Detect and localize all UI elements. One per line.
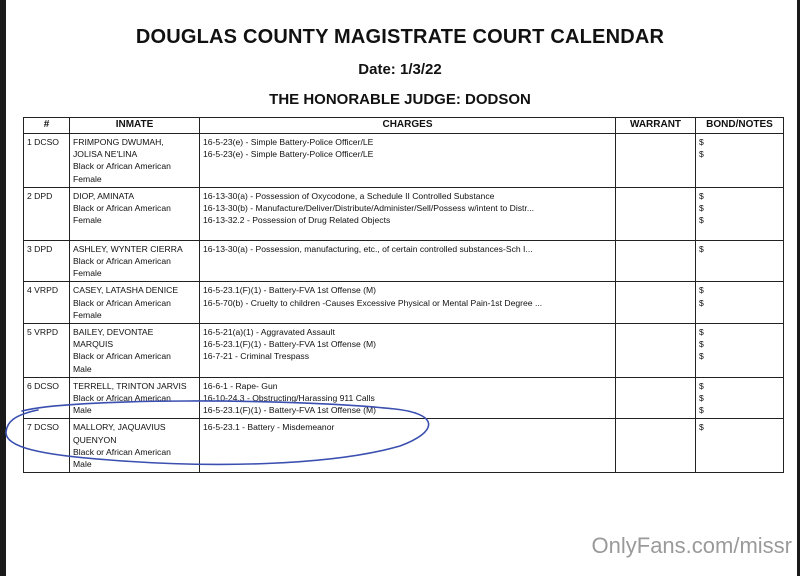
charge-line: 16-5-23.1(F)(1) - Battery-FVA 1st Offense (M) — [203, 285, 377, 296]
charge-line: 16-5-23(e) - Simple Battery-Police Officer/LE — [203, 137, 374, 147]
bond-line: $ — [699, 203, 704, 214]
table-row — [24, 324, 784, 378]
bond-cell — [696, 377, 784, 419]
table-header-row — [24, 118, 784, 134]
column-header-warrant: WARRANT — [616, 118, 696, 134]
charge-line: 16-5-23.1 - Battery - Misdemeanor — [203, 422, 335, 433]
charge-line: 16-5-21(a)(1) - Aggravated Assault — [203, 327, 335, 338]
left-frame-edge — [0, 0, 6, 576]
charges-cell — [200, 282, 616, 324]
bond-line: $ — [699, 339, 704, 350]
charge-line: 16-13-30(a) - Possession, manufacturing, etc., of certain controlled substances-Sch I... — [203, 243, 533, 254]
bond-line: $ — [699, 285, 704, 296]
bond-line: $ — [699, 297, 704, 308]
inmate-line: ASHLEY, WYNTER CIERRA — [73, 243, 183, 254]
inmate-line: Female — [73, 215, 102, 226]
inmate-line: Female — [73, 309, 102, 320]
charge-line: 16-13-30(b) - Manufacture/Deliver/Distribute/Administer/Sell/Possess w/intent to Distr... — [203, 203, 534, 214]
table-row — [24, 134, 784, 188]
bond-line: $ — [699, 327, 704, 338]
bond-cell — [696, 282, 784, 324]
charge-line: 16-7-21 - Criminal Trespass — [203, 351, 310, 362]
warrant-cell — [616, 187, 696, 240]
case-number: 7 DCSO — [24, 419, 70, 473]
bond-line: $ — [699, 393, 704, 404]
inmate-line: TERRELL, TRINTON JARVIS — [73, 380, 187, 391]
case-number: 4 VRPD — [24, 282, 70, 324]
table-row — [24, 377, 784, 419]
inmate-line: FRIMPONG DWUMAH, — [73, 137, 164, 147]
warrant-cell — [616, 134, 696, 188]
table-row — [24, 240, 784, 282]
charge-line: 16-5-23.1(F)(1) - Battery-FVA 1st Offense (M) — [203, 339, 377, 350]
inmate-line: Black or African American — [73, 161, 171, 172]
column-header-number: # — [24, 118, 70, 134]
charge-line: 16-6-1 - Rape- Gun — [203, 380, 278, 391]
case-number: 1 DCSO — [24, 134, 70, 188]
charges-cell — [200, 377, 616, 419]
inmate-line: JOLISA NE'LINA — [73, 149, 138, 160]
bond-cell — [696, 324, 784, 378]
bond-cell — [696, 240, 784, 282]
warrant-cell — [616, 282, 696, 324]
inmate-cell — [70, 377, 200, 419]
inmate-line: Male — [73, 405, 92, 416]
inmate-line: Black or African American — [73, 446, 171, 457]
page-title: DOUGLAS COUNTY MAGISTRATE COURT CALENDAR — [135, 26, 665, 48]
inmate-cell — [70, 282, 200, 324]
inmate-line: Male — [73, 363, 92, 374]
bond-line: $ — [699, 137, 704, 147]
bond-line: $ — [699, 190, 704, 201]
bond-cell — [696, 419, 784, 473]
case-number: 3 DPD — [24, 240, 70, 282]
bond-line: $ — [699, 215, 704, 226]
charge-line: 16-5-23(e) - Simple Battery-Police Officer/LE — [203, 149, 374, 160]
judge-name: THE HONORABLE JUDGE: DODSON — [269, 91, 531, 108]
charge-line: 16-5-70(b) - Cruelty to children -Causes Excessive Physical or Mental Pain-1st Degree ... — [203, 297, 543, 308]
inmate-cell — [70, 419, 200, 473]
inmate-line: Black or African American — [73, 351, 171, 362]
inmate-line: MALLORY, JAQUAVIUS — [73, 422, 166, 433]
table-row — [24, 187, 784, 240]
bond-line: $ — [699, 380, 704, 391]
warrant-cell — [616, 377, 696, 419]
warrant-cell — [616, 419, 696, 473]
calendar-date: Date: 1/3/22 — [358, 61, 442, 78]
bond-line: $ — [699, 149, 704, 160]
warrant-cell — [616, 324, 696, 378]
charges-cell — [200, 240, 616, 282]
case-number: 6 DCSO — [24, 377, 70, 419]
charge-line: 16-13-30(a) - Possession of Oxycodone, a Schedule II Controlled Substance — [203, 190, 495, 201]
table-row — [24, 419, 784, 473]
table-row — [24, 282, 784, 324]
inmate-cell — [70, 240, 200, 282]
inmate-line: Black or African American — [73, 203, 171, 214]
watermark-text: OnlyFans.com/missr — [591, 533, 792, 558]
bond-line: $ — [699, 243, 704, 254]
bond-cell — [696, 187, 784, 240]
inmate-line: DIOP, AMINATA — [73, 190, 135, 201]
inmate-line: CASEY, LATASHA DENICE — [73, 285, 179, 296]
inmate-cell — [70, 187, 200, 240]
charges-cell — [200, 419, 616, 473]
charge-line: 16-5-23.1(F)(1) - Battery-FVA 1st Offense (M) — [203, 405, 377, 416]
case-number: 2 DPD — [24, 187, 70, 240]
inmate-cell — [70, 324, 200, 378]
bond-line: $ — [699, 405, 704, 416]
inmate-line: QUENYON — [73, 434, 117, 445]
bond-line: $ — [699, 422, 704, 433]
inmate-line: Black or African American — [73, 256, 171, 267]
column-header-charges: CHARGES — [200, 118, 616, 134]
inmate-line: Female — [73, 268, 102, 279]
court-calendar-table — [23, 117, 784, 473]
inmate-line: Black or African American — [73, 297, 171, 308]
case-number: 5 VRPD — [24, 324, 70, 378]
charge-line: 16-10-24.3 - Obstructing/Harassing 911 Calls — [203, 393, 375, 404]
charges-cell — [200, 324, 616, 378]
charges-cell — [200, 187, 616, 240]
column-header-bond-notes: BOND/NOTES — [696, 118, 784, 134]
inmate-line: BAILEY, DEVONTAE — [73, 327, 154, 338]
charge-line: 16-13-32.2 - Possession of Drug Related Objects — [203, 215, 391, 226]
bond-cell — [696, 134, 784, 188]
inmate-line: Male — [73, 459, 92, 470]
charges-cell — [200, 134, 616, 188]
inmate-cell — [70, 134, 200, 188]
inmate-line: Black or African American — [73, 393, 171, 404]
column-header-inmate: INMATE — [70, 118, 200, 134]
bond-line: $ — [699, 351, 704, 362]
inmate-line: Female — [73, 173, 102, 184]
inmate-line: MARQUIS — [73, 339, 114, 350]
warrant-cell — [616, 240, 696, 282]
